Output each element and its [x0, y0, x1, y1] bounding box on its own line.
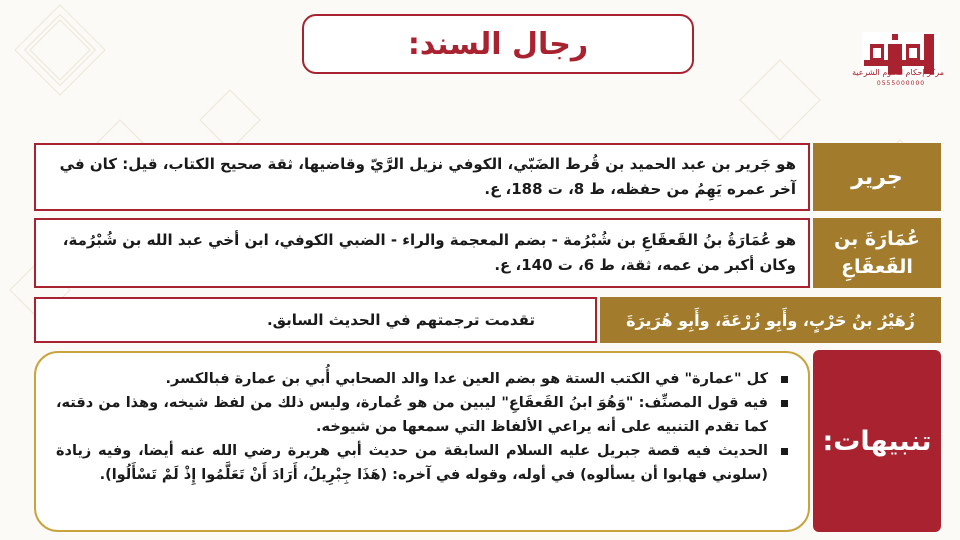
narrator-bio-umarah: هو عُمَارَةُ بنُ القَعقَاعِ بن شُبْرُمة - بضم المعجمة والراء - الضبي الكوفي، ابن أخي عبد الله بن شُبْرُمة، وكان أكبر من عمه، ثقة، ط 6، ت 140، ع.: [34, 218, 810, 288]
narrator-label-others: زُهَيْرُ بنُ حَرْبٍ، وأَبِو زُرْعَةَ، وأَبِو هُرَيرَةَ: [600, 297, 941, 343]
page-title: رجال السند:: [407, 26, 589, 62]
narrator-bio-others: تقدمت ترجمتهم في الحديث السابق.: [34, 297, 597, 343]
notes-label: تنبيهات:: [813, 350, 941, 532]
note-item: فيه قول المصنِّف: "وَهُوَ ابنُ القَعقَاعِ" ليبين من هو عُمارة، وليس ذلك من لفظ شيخه، وهذا من دقته، كما تقدم التنبيه على أنه يراعي الألفاظ التي سمعها من شيوخه.: [56, 391, 792, 439]
note-item: الحديث فيه قصة جبريل عليه السلام السابقة من حديث أبي هريرة رضي الله عنه أيضا، وفيه زيادة (سلوني فهابوا أن يسألوه) في أوله، وقوله في آخره: (هَذَا جِبْرِيلُ، أَرَادَ أَنْ تَعَلَّمُوا إِذْ لَمْ تَسْأَلُوا).: [56, 439, 792, 487]
note-item: كل "عمارة" في الكتب الستة هو بضم العين عدا والد الصحابي أُبي بن عمارة فبالكسر.: [56, 367, 792, 391]
logo-number: 0555000000: [876, 80, 926, 87]
narrator-label-umarah: عُمَارَةَ بن القَعقَاعِ: [813, 218, 941, 288]
notes-box: [34, 351, 810, 532]
narrator-bio-jarir: هو جَرير بن عبد الحميد بن قُرط الضَبّي، الكوفي نزيل الرَّيّ وقاضيها، ثقة صحيح الكتاب، قيل: كان في آخر عمره يَهِمُ من حفظه، ط 8، ت 188، ع.: [34, 143, 810, 211]
page-title-box: [302, 14, 694, 74]
narrator-label-jarir: جرير: [813, 143, 941, 211]
logo-subtitle: مركز إحكام للعلوم الشرعية: [852, 68, 944, 77]
notes-list: [56, 367, 792, 487]
